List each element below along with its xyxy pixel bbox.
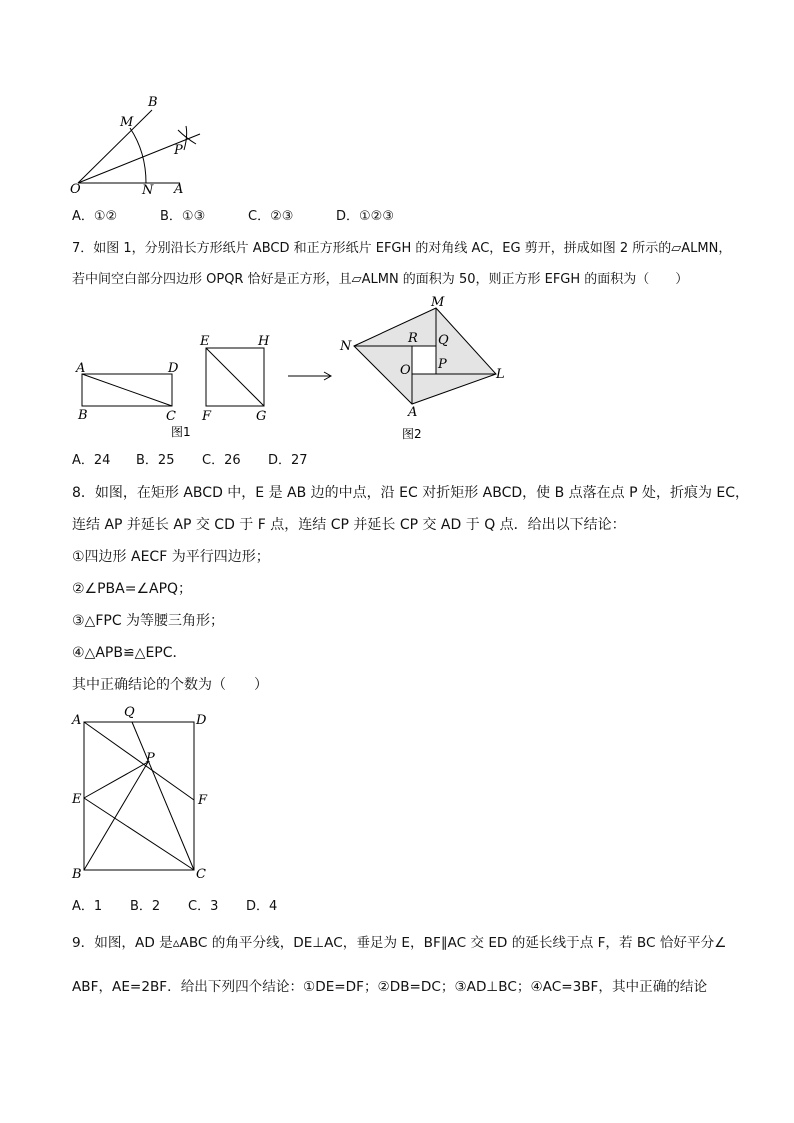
label-R2: R [408,331,418,346]
label-M2: M [431,296,445,310]
q7-line-2: 若中间空白部分四边形 OPQR 恰好是正方形，且▱ALMN 的面积为 50，则正方形 EFGH 的面积为（ ） [72,272,689,287]
diagonal-AC [82,374,172,406]
q8-option-b: B．2 [130,899,161,914]
label-B: B [72,867,82,882]
seg-EC [84,798,194,870]
q8-option-a: A．1 [72,899,103,914]
q8-option-c: C．3 [188,899,219,914]
q8-line-1: 8．如图，在矩形 ABCD 中，E 是 AB 边的中点，沿 EC 对折矩形 ABCD，使 B 点落在点 P 处，折痕为 EC， [72,485,750,501]
q8-line-2: 连结 AP 并延长 AP 交 CD 于 F 点，连结 CP 并延长 CP 交 AD 于 Q 点．给出以下结论： [72,517,626,533]
label-B1: B [78,408,88,423]
label-O: O [70,182,81,196]
q7-fig2-caption: 图2 [402,427,422,441]
q7-arrow [286,368,336,384]
q7-figure-1 [70,328,280,443]
q8-conclusion-4: ④△APB≌△EPC． [72,645,187,661]
label-A1: A [76,361,86,376]
label-L2: L [496,367,505,382]
q8-conclusion-1: ①四边形 AECF 为平行四边形； [72,549,270,565]
seg-QC [132,722,194,870]
label-F: F [202,409,212,424]
label-N2: N [340,339,352,354]
label-A: A [72,713,82,728]
label-D1: D [168,361,179,376]
diagonal-EG [206,348,264,406]
seg-BP [84,762,148,870]
label-N: N [142,183,154,196]
q6-option-b: B．①③ [160,209,206,224]
q8-option-d: D．4 [246,899,278,914]
q6-option-a: A．①② [72,209,118,224]
label-E: E [200,334,210,349]
q7-option-c: C．26 [202,453,241,468]
q7-option-b: B．25 [136,453,175,468]
q7-option-a: A．24 [72,453,111,468]
q7-figure-2 [334,296,514,444]
label-A2: A [408,405,418,420]
ray-OB [78,110,152,183]
label-P2: P [438,357,447,372]
label-P: P [174,143,183,158]
label-G: G [256,409,267,424]
label-H: H [258,334,270,349]
q8-question: 其中正确结论的个数为（ ） [72,677,268,693]
label-C: C [196,867,206,882]
label-F: F [198,793,208,808]
q8-conclusion-3: ③△FPC 为等腰三角形； [72,613,225,629]
label-E: E [72,792,82,807]
arc-MN [130,128,146,183]
label-O2: O [400,363,411,378]
ray-OP [78,134,200,183]
label-M: M [120,115,134,130]
q9-line-2: ABF，AE=2BF．给出下列四个结论：①DE=DF；②DB=DC；③AD⊥BC；④AC=3BF，其中正确的结论 [72,979,708,995]
label-D: D [196,713,207,728]
q8-conclusion-2: ②∠PBA=∠APQ； [72,581,193,597]
label-A: A [174,182,184,196]
label-P: P [146,751,155,766]
q8-figure [64,704,224,884]
square-OPQR [412,346,436,374]
label-B: B [148,95,158,110]
arc-P2 [184,126,187,150]
q6-figure [60,92,220,196]
q6-option-c: C．②③ [248,209,294,224]
q9-line-1: 9．如图，AD 是▵ABC 的角平分线，DE⊥AC，垂足为 E，BF∥AC 交 ED 的延长线于点 F，若 BC 恰好平分∠ [72,935,727,951]
q7-option-d: D．27 [268,453,308,468]
seg-EP [84,762,148,798]
label-Q: Q [124,705,135,720]
rect-ABCD [84,722,194,870]
q7-fig1-caption: 图1 [171,425,191,439]
label-Q2: Q [438,333,449,348]
label-C1: C [166,409,176,424]
q7-line-1: 7．如图 1，分别沿长方形纸片 ABCD 和正方形纸片 EFGH 的对角线 AC，EG 剪开，拼成如图 2 所示的▱ALMN， [72,241,732,256]
q6-option-d: D．①②③ [336,209,394,224]
